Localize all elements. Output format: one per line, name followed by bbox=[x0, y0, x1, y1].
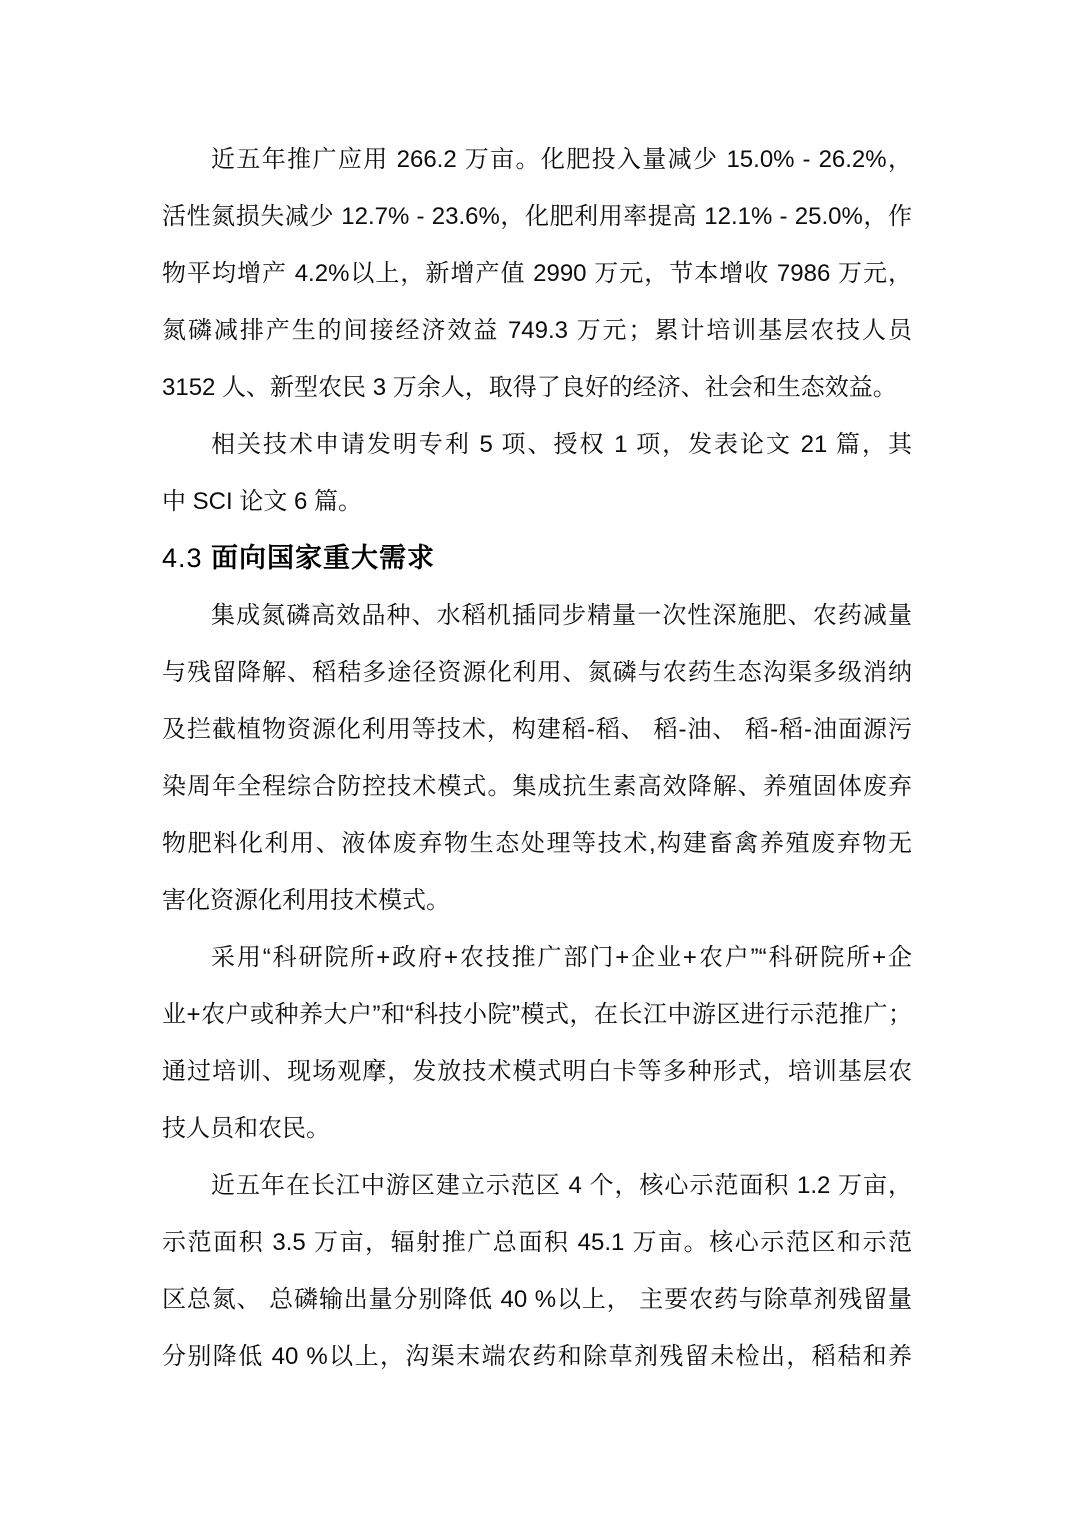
paragraph-line: 示范面积 3.5 万亩，辐射推广总面积 45.1 万亩。核心示范区和示范 bbox=[162, 1229, 912, 1256]
section-heading-number: 4.3 bbox=[162, 543, 212, 573]
paragraph-line: 业+农户或种养大户”和“科技小院”模式，在长江中游区进行示范推广； bbox=[162, 1001, 912, 1028]
document-body bbox=[162, 131, 912, 1385]
paragraph-line: 采用“科研院所+政府+农技推广部门+企业+农户”“科研院所+企 bbox=[211, 944, 912, 971]
section-heading-title: 面向国家重大需求 bbox=[211, 543, 436, 573]
paragraph-line: 物肥料化利用、液体废弃物生态处理等技术,构建畜禽养殖废弃物无 bbox=[162, 830, 912, 857]
paragraph-line: 3152 人、新型农民 3 万余人，取得了良好的经济、社会和生态效益。 bbox=[162, 374, 897, 401]
paragraph-line: 及拦截植物资源化利用等技术，构建稻-稻、 稻-油、 稻-稻-油面源污 bbox=[162, 716, 912, 743]
paragraph-line: 染周年全程综合防控技术模式。集成抗生素高效降解、养殖固体废弃 bbox=[162, 773, 912, 800]
paragraph-line: 近五年推广应用 266.2 万亩。化肥投入量减少 15.0% - 26.2%， bbox=[211, 146, 912, 173]
paragraph-line: 技人员和农民。 bbox=[162, 1115, 330, 1142]
paragraph-line: 分别降低 40 %以上，沟渠末端农药和除草剂残留未检出，稻秸和养 bbox=[162, 1343, 912, 1370]
paragraph-line: 集成氮磷高效品种、水稻机插同步精量一次性深施肥、农药减量 bbox=[211, 602, 912, 629]
paragraph-5 bbox=[162, 1157, 912, 1385]
paragraph-3 bbox=[162, 587, 912, 929]
paragraph-line: 区总氮、 总磷输出量分别降低 40 %以上， 主要农药与除草剂残留量 bbox=[162, 1286, 912, 1313]
paragraph-line: 近五年在长江中游区建立示范区 4 个，核心示范面积 1.2 万亩， bbox=[211, 1172, 912, 1199]
paragraph-line: 物平均增产 4.2%以上，新增产值 2990 万元，节本增收 7986 万元， bbox=[162, 260, 912, 287]
paragraph-line: 相关技术申请发明专利 5 项、授权 1 项，发表论文 21 篇，其 bbox=[211, 431, 912, 458]
paragraph-line: 通过培训、现场观摩，发放技术模式明白卡等多种形式，培训基层农 bbox=[162, 1058, 912, 1085]
paragraph-0 bbox=[162, 131, 912, 416]
section-heading bbox=[162, 530, 912, 587]
paragraph-4 bbox=[162, 929, 912, 1157]
paragraph-line: 中 SCI 论文 6 篇。 bbox=[162, 488, 363, 515]
paragraph-line: 害化资源化利用技术模式。 bbox=[162, 887, 450, 914]
paragraph-line: 与残留降解、稻秸多途径资源化利用、氮磷与农药生态沟渠多级消纳 bbox=[162, 659, 912, 686]
paragraph-1 bbox=[162, 416, 912, 530]
paragraph-line: 活性氮损失减少 12.7% - 23.6%，化肥利用率提高 12.1% - 25.0%，作 bbox=[162, 203, 912, 230]
paragraph-line: 氮磷减排产生的间接经济效益 749.3 万元；累计培训基层农技人员 bbox=[162, 317, 912, 344]
